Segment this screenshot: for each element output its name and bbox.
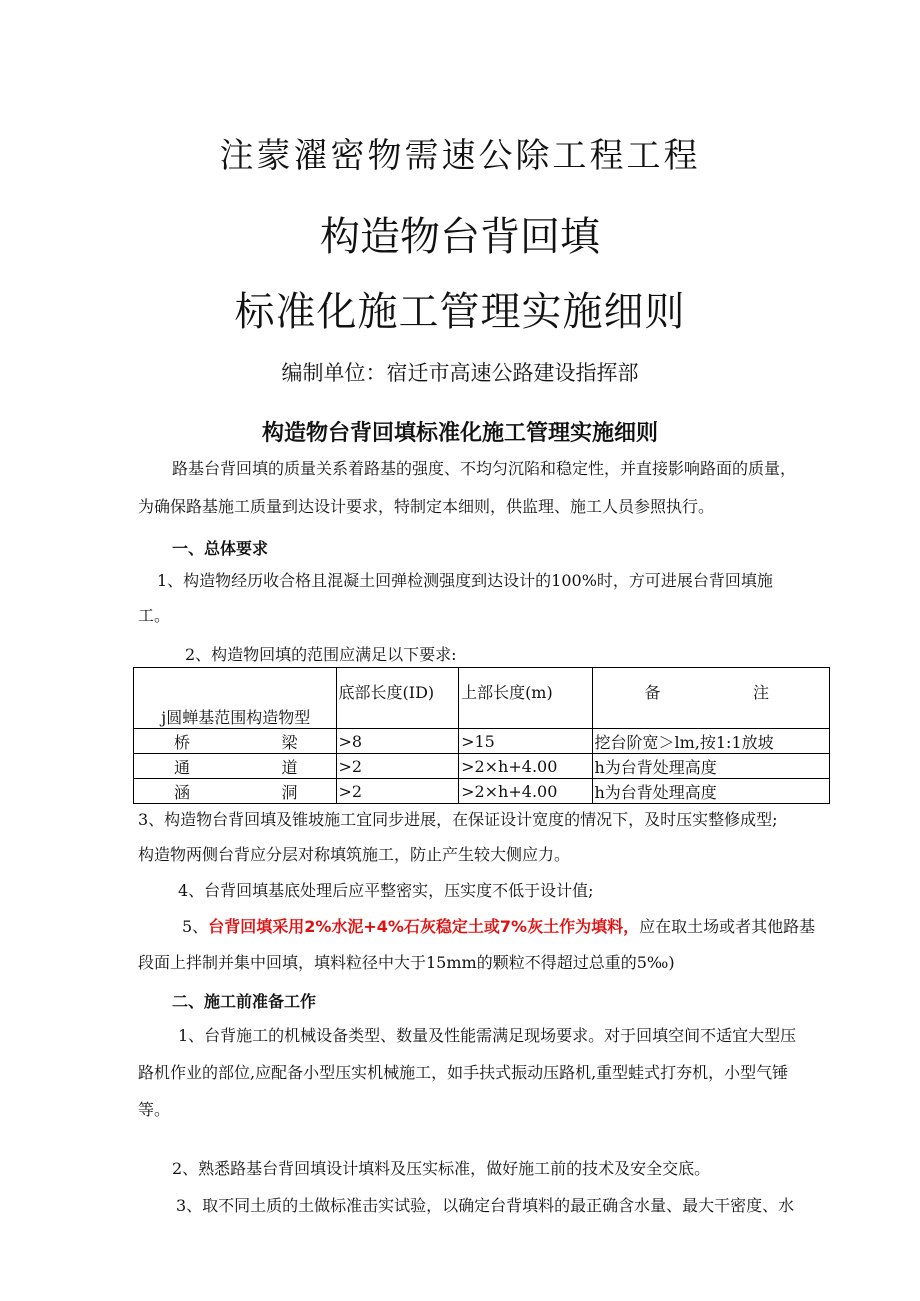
row-name-b: 洞 bbox=[281, 782, 298, 802]
req5-line2: 段面上拌制并集中回填，填料粒径中大于15mm的颗粒不得超过总重的5‰) bbox=[138, 953, 675, 972]
row-name bbox=[134, 729, 337, 754]
req3-line1: 3、构造物台背回填及锥坡施工宜同步进展，在保证设计宽度的情况下，及时压实整修成型; bbox=[138, 810, 778, 829]
main-title-line1: 构造物台背回填 bbox=[320, 214, 600, 260]
table-header-row bbox=[134, 668, 830, 729]
prep1-line2: 路机作业的部位,应配备小型压实机械施工，如手扶式振动压路机,重型蛙式打夯机，小型气锤 bbox=[138, 1063, 789, 1082]
header-bottom-length bbox=[336, 668, 459, 729]
req5-prefix: 5、 bbox=[182, 917, 209, 936]
req3-line2: 构造物两侧台背应分层对称填筑施工，防止产生较大侧应力。 bbox=[138, 845, 571, 864]
req1-line1: 1、构造物经历收合格且混凝土回弹检测强度到达设计的100%时，方可进展台背回填施 bbox=[157, 571, 773, 590]
row-bottom: >2 bbox=[336, 754, 459, 779]
row-name-a: 通 bbox=[174, 757, 191, 777]
req2: 2、构造物回填的范围应满足以下要求: bbox=[185, 645, 457, 664]
section-title: 构造物台背回填标准化施工管理实施细则 bbox=[261, 421, 658, 446]
header-remarks bbox=[592, 668, 830, 729]
header-top-length-label: 上部长度(m) bbox=[461, 683, 553, 702]
row-note: h为台背处理高度 bbox=[592, 779, 830, 804]
header-bottom-length-label: 底部长度(ID) bbox=[338, 683, 435, 702]
header-remarks-a: 备 bbox=[644, 683, 661, 702]
req1-line2: 工。 bbox=[138, 606, 171, 625]
heading-general: 一、总体要求 bbox=[172, 539, 269, 558]
header-remarks-b: 注 bbox=[752, 683, 769, 702]
req5-rest: 应在取土场或者其他路基 bbox=[639, 917, 816, 936]
prep2: 2、熟悉路基台背回填设计填料及压实标准，做好施工前的技术及安全交底。 bbox=[172, 1159, 711, 1178]
prep1-line3: 等。 bbox=[138, 1100, 171, 1119]
intro-line2: 为确保路基施工质量到达设计要求，特制定本细则，供监理、施工人员参照执行。 bbox=[138, 497, 715, 516]
header-structure-type-label: j圆蝉基范围构造物型 bbox=[161, 708, 311, 727]
row-note: 挖台阶宽＞lm,按1:1放坡 bbox=[592, 729, 830, 754]
project-title: 注蒙濯密物需速公除工程工程 bbox=[219, 136, 701, 176]
row-top: >15 bbox=[459, 729, 592, 754]
req5-line1 bbox=[182, 917, 815, 937]
intro-line1: 路基台背回填的质量关系着路基的强度、不均匀沉陷和稳定性，并直接影响路面的质量， bbox=[172, 459, 797, 478]
row-name bbox=[134, 779, 337, 804]
row-top: >2×h+4.00 bbox=[459, 779, 592, 804]
heading-preparation: 二、施工前准备工作 bbox=[172, 992, 317, 1011]
row-bottom: >8 bbox=[336, 729, 459, 754]
compiler-unit: 编制单位：宿迁市高速公路建设指挥部 bbox=[281, 361, 639, 385]
main-title-line2: 标准化施工管理实施细则 bbox=[234, 289, 686, 335]
table-row bbox=[134, 754, 830, 779]
table-row bbox=[134, 779, 830, 804]
req5-highlight: 台背回填采用2%水泥+4%石灰稳定土或7%灰土作为填料， bbox=[208, 917, 640, 936]
row-bottom: >2 bbox=[336, 779, 459, 804]
prep1-line1: 1、台背施工的机械设备类型、数量及性能需满足现场要求。对于回填空间不适宜大型压 bbox=[178, 1026, 797, 1045]
row-top: >2×h+4.00 bbox=[459, 754, 592, 779]
row-name-a: 涵 bbox=[174, 782, 191, 802]
row-name-a: 桥 bbox=[174, 732, 191, 752]
row-note: h为台背处理高度 bbox=[592, 754, 830, 779]
prep3: 3、取不同土质的土做标准击实试验，以确定台背填料的最正确含水量、最大干密度、水 bbox=[176, 1196, 795, 1215]
row-name-b: 梁 bbox=[281, 732, 298, 752]
req4: 4、台背回填基底处理后应平整密实，压实度不低于设计值; bbox=[178, 881, 594, 900]
header-structure-type bbox=[134, 668, 337, 729]
header-top-length bbox=[459, 668, 592, 729]
row-name bbox=[134, 754, 337, 779]
table-row bbox=[134, 729, 830, 754]
range-table bbox=[133, 667, 830, 804]
row-name-b: 道 bbox=[281, 757, 298, 777]
